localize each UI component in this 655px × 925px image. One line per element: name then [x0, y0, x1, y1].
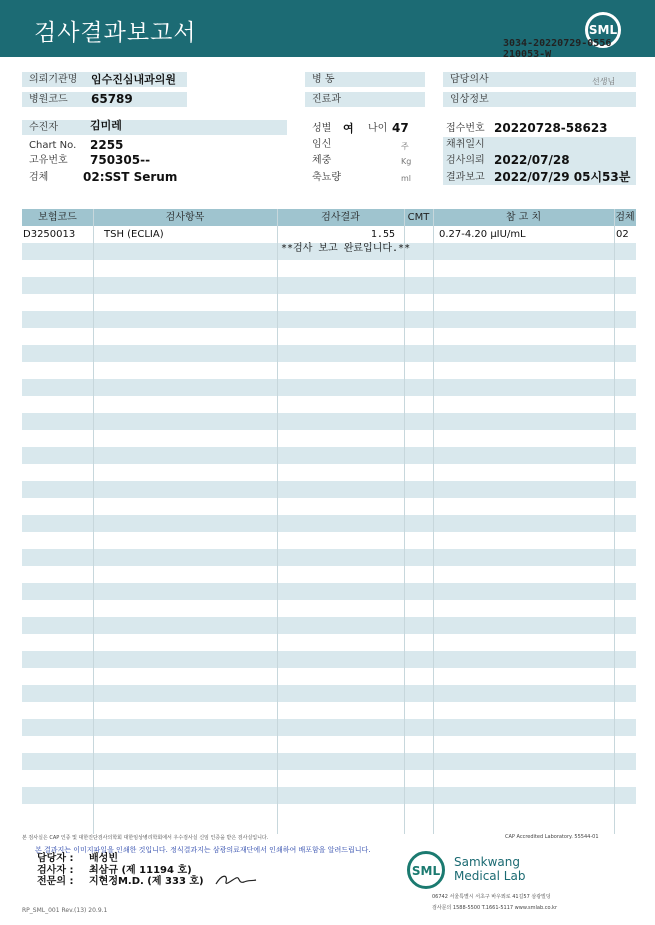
header-result: 검사결과 — [321, 212, 360, 223]
collect-label: 채취일시 — [446, 139, 485, 150]
header-specimen: 검체 — [615, 212, 635, 223]
column-divider — [93, 209, 94, 834]
request-label: 검사의뢰 — [446, 155, 485, 166]
report-value: 2022/07/29 05시53분 — [494, 170, 631, 184]
sex-label: 성별 — [312, 123, 332, 134]
table-stripe — [22, 685, 636, 702]
sex-value: 여 — [343, 122, 354, 135]
table-stripe — [22, 413, 636, 430]
table-stripe — [22, 481, 636, 498]
age-label: 나이 — [368, 123, 388, 134]
table-stripe — [22, 617, 636, 634]
results-table — [22, 209, 636, 834]
pregnancy-unit: 주 — [401, 142, 409, 151]
institution-value: 임수진심내과의원 — [91, 73, 177, 86]
doctor-label: 담당의사 — [443, 72, 636, 87]
id-value: 750305-- — [90, 153, 151, 167]
examiner-label: 검사자 : — [37, 865, 74, 876]
signature-icon — [212, 870, 258, 888]
brand-name — [454, 855, 525, 883]
department-label: 진료과 — [305, 92, 425, 107]
cap-accreditation: CAP Accredited Laboratory. 55544-01 — [505, 834, 599, 840]
patient-label: 수진자 — [22, 120, 287, 135]
patient-value: 김미레 — [90, 119, 122, 132]
hospital-code-label: 병원코드 — [22, 92, 187, 107]
column-divider — [614, 209, 615, 834]
specimen-value: 02:SST Serum — [83, 170, 178, 184]
table-stripe — [22, 515, 636, 532]
specialist-value: 지현정M.D. (제 333 호) — [89, 876, 204, 887]
clinical-info-label: 임상정보 — [443, 92, 636, 107]
revision-code: RP_SML_001 Rev.(13) 20.9.1 — [22, 907, 108, 914]
print-notice: 본 결과지는 이미지파일을 인쇄한 것입니다. 정식결과지는 삼광의료재단에서 인쇄하여 배포함을 알려드립니다. — [35, 846, 371, 854]
report-label: 결과보고 — [446, 172, 485, 183]
header-item: 검사항목 — [165, 212, 205, 223]
weight-label: 체중 — [312, 155, 332, 166]
brand-line2: Medical Lab — [454, 869, 526, 883]
brand-logo-text: SML — [411, 864, 441, 878]
examiner-value: 최삼규 (제 11194 호) — [89, 865, 192, 876]
doctor-value: 선생님 — [592, 77, 616, 86]
table-stripe — [22, 549, 636, 566]
id-label: 고유번호 — [29, 155, 68, 166]
table-stripe — [22, 583, 636, 600]
logo-text: SML — [588, 23, 618, 37]
certification-text: 본 검사실은 CAP 인증 및 대한진단검사의학회 대한임상병리학회에서 우수검사실 신임 인증을 받은 검사실입니다. — [22, 835, 269, 841]
header-cmt: CMT — [407, 212, 430, 223]
weight-unit: Kg — [401, 157, 412, 166]
contact: 검사문의 1588-5500 T.1661-5117 www.smlab.co.kr — [432, 905, 557, 911]
receipt-label: 접수번호 — [446, 123, 485, 134]
row-specimen: 02 — [616, 229, 629, 240]
specimen-label: 검체 — [29, 172, 49, 183]
table-stripe — [22, 277, 636, 294]
request-value: 2022/07/28 — [494, 153, 570, 167]
row-reference: 0.27-4.20 µIU/mL — [439, 229, 526, 240]
urine-unit: ml — [401, 174, 412, 183]
report-title: 검사결과보고서 — [34, 20, 197, 46]
table-stripe — [22, 447, 636, 464]
table-stripe — [22, 345, 636, 362]
manager-value: 배성빈 — [89, 853, 118, 864]
address: 06742 서울특별시 서초구 바우뫼로 41길57 삼광빌딩 — [432, 894, 551, 900]
urine-label: 축뇨량 — [312, 172, 341, 183]
table-stripe — [22, 651, 636, 668]
row-result: 1.55 — [370, 229, 395, 240]
row-item: TSH (ECLIA) — [104, 229, 164, 240]
column-divider — [277, 209, 278, 834]
table-stripe — [22, 787, 636, 804]
brand-line1: Samkwang — [454, 855, 520, 869]
document-number — [503, 38, 611, 60]
document-number-line2: 210053-W — [503, 49, 552, 60]
receipt-value: 20220728-58623 — [494, 121, 608, 135]
age-value: 47 — [392, 121, 409, 135]
table-stripe — [22, 311, 636, 328]
table-stripe — [22, 719, 636, 736]
ward-label: 병 동 — [305, 72, 425, 87]
completion-note: **검사 보고 완료입니다.** — [281, 243, 411, 254]
sml-brand-logo-icon — [407, 851, 445, 889]
row-code: D3250013 — [23, 229, 76, 240]
chart-value: 2255 — [90, 138, 124, 152]
table-stripe — [22, 753, 636, 770]
pregnancy-label: 임신 — [312, 139, 332, 150]
header-code: 보험코드 — [38, 212, 77, 223]
chart-label: Chart No. — [29, 140, 77, 151]
manager-label: 담당자 : — [37, 853, 74, 864]
hospital-code-value: 65789 — [91, 92, 133, 106]
header-reference: 참 고 치 — [505, 212, 542, 223]
specialist-label: 전문의 : — [37, 876, 74, 887]
table-stripe — [22, 379, 636, 396]
document-number-line1: 3034-20220729-0556 — [503, 38, 612, 49]
column-divider — [433, 209, 434, 834]
column-divider — [404, 209, 405, 834]
institution-label: 의뢰기관명 — [22, 72, 187, 87]
